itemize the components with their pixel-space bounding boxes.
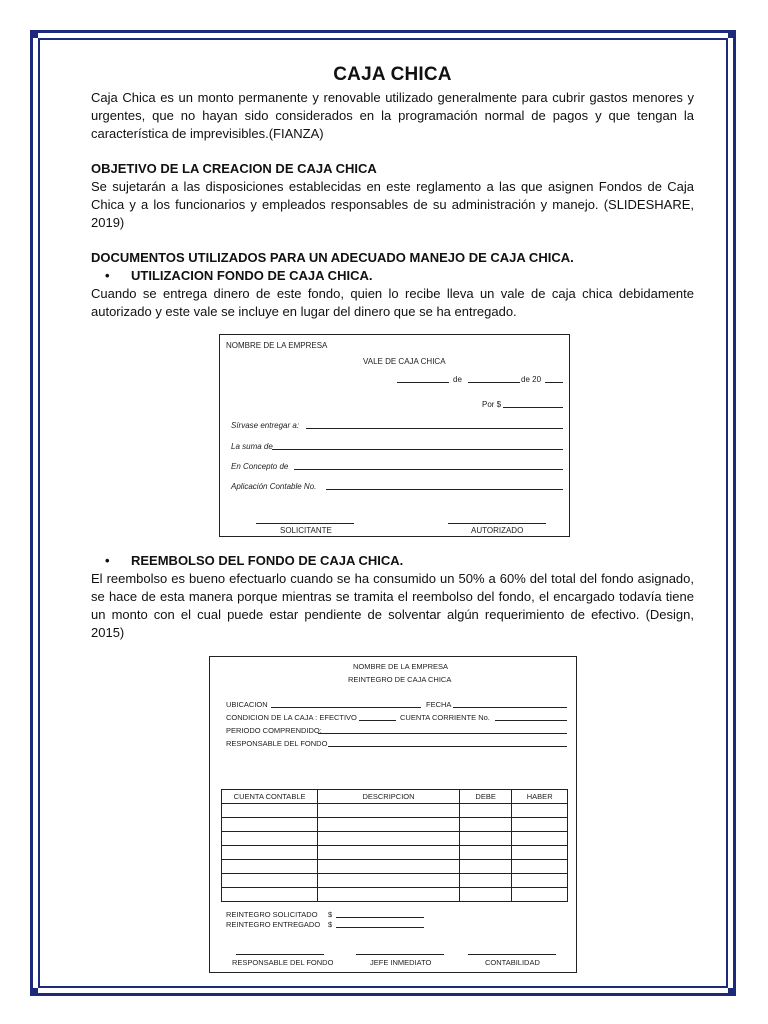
table-row: [222, 804, 568, 818]
objetivo-paragraph: Se sujetarán a las disposiciones establecidas en este reglamento a las que asignen Fondos de Caja Chica y a los funcionarios y empleados responsables de su administración y manejo. (SLIDESHARE, 2019): [91, 179, 694, 230]
reintegro-ubicacion-label: UBICACION: [226, 700, 268, 709]
table-row: [222, 860, 568, 874]
table-row: [222, 874, 568, 888]
voucher-suma-label: La suma de: [231, 442, 273, 451]
reintegro-caja-chica-form: [209, 656, 577, 973]
vale-caja-chica-form: [219, 334, 570, 537]
bullet-icon: •: [105, 553, 110, 568]
reintegro-fecha-label: FECHA: [426, 700, 452, 709]
column-header: DESCRIPCION: [318, 790, 460, 804]
reintegro-dollar-sign: $: [328, 910, 333, 919]
voucher-solicitante-label: SOLICITANTE: [280, 526, 332, 535]
utilizacion-paragraph: Cuando se entrega dinero de este fondo, quien lo recibe lleva un vale de caja chica debidamente autorizado y este vale se incluye en lugar del dinero que se ha entregado.: [91, 286, 694, 319]
reintegro-condicion-label: CONDICION DE LA CAJA : EFECTIVO: [226, 713, 357, 722]
bullet-reembolso: • REEMBOLSO DEL FONDO DE CAJA CHICA.: [105, 553, 404, 568]
reintegro-cuenta-label: CUENTA CORRIENTE No.: [400, 713, 490, 722]
reintegro-sign-responsable: RESPONSABLE DEL FONDO: [232, 958, 334, 967]
reintegro-title: REINTEGRO DE CAJA CHICA: [348, 675, 452, 684]
voucher-autorizado-label: AUTORIZADO: [471, 526, 524, 535]
voucher-sirvase-label: Sírvase entregar a:: [231, 421, 300, 430]
voucher-aplicacion-label: Aplicación Contable No.: [231, 482, 317, 491]
section-heading-objetivo: OBJETIVO DE LA CREACION DE CAJA CHICA: [91, 161, 377, 176]
page-title: CAJA CHICA: [333, 64, 452, 85]
reintegro-solicitado-label: REINTEGRO SOLICITADO: [226, 910, 318, 919]
corner-ornament: [728, 988, 736, 996]
bullet-utilizacion: • UTILIZACION FONDO DE CAJA CHICA.: [105, 268, 373, 283]
reintegro-table: [221, 789, 568, 902]
bullet-icon: •: [105, 268, 110, 283]
table-row: [222, 832, 568, 846]
voucher-company: NOMBRE DE LA EMPRESA: [226, 341, 328, 350]
voucher-de-label: de: [453, 375, 462, 384]
reintegro-responsable-label: RESPONSABLE DEL FONDO: [226, 739, 328, 748]
table-row: [222, 846, 568, 860]
intro-paragraph: Caja Chica es un monto permanente y renovable utilizado generalmente para cubrir gastos menores y urgentes, que no hayan sido considerados en la programación normal de pagos y que tengan la característica de imprevisibles.(FIANZA): [91, 90, 694, 141]
reembolso-paragraph: El reembolso es bueno efectuarlo cuando se ha consumido un 50% a 60% del total del fondo asignado, se hace de esta manera porque mientras se tramita el reembolso del fondo, el encargado todavía tiene un monto con el cual puede estar pendiente de solventar algún requerimiento de efectivo. (Design, 2015): [91, 571, 694, 640]
corner-ornament: [30, 30, 38, 38]
corner-ornament: [30, 988, 38, 996]
table-row: [222, 888, 568, 902]
corner-ornament: [728, 30, 736, 38]
column-header: CUENTA CONTABLE: [222, 790, 318, 804]
section-heading-documentos: DOCUMENTOS UTILIZADOS PARA UN ADECUADO MANEJO DE CAJA CHICA.: [91, 250, 574, 265]
voucher-por-label: Por $: [482, 400, 502, 409]
column-header: DEBE: [459, 790, 512, 804]
reintegro-company: NOMBRE DE LA EMPRESA: [353, 662, 449, 671]
reintegro-sign-contabilidad: CONTABILIDAD: [485, 958, 540, 967]
voucher-title: VALE DE CAJA CHICA: [363, 357, 446, 366]
reintegro-entregado-label: REINTEGRO ENTREGADO: [226, 920, 321, 929]
reintegro-dollar-sign: $: [328, 920, 333, 929]
reintegro-periodo-label: PERIODO COMPRENDIDO:: [226, 726, 322, 735]
reembolso-section: [91, 552, 694, 642]
document-body: [91, 64, 694, 321]
column-header: HABER: [512, 790, 568, 804]
table-row: [222, 818, 568, 832]
voucher-year-label: de 20: [521, 375, 542, 384]
reintegro-sign-jefe: JEFE INMEDIATO: [370, 958, 432, 967]
voucher-concepto-label: En Concepto de: [231, 462, 289, 471]
